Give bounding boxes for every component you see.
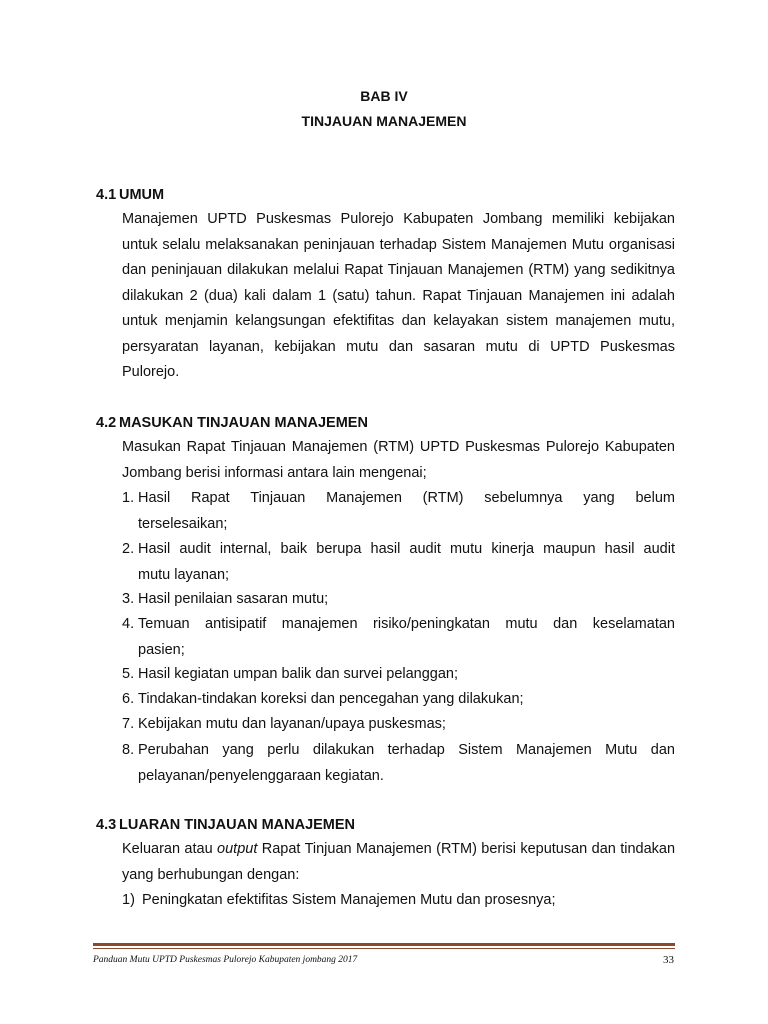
list-item [122,888,675,914]
list-item [122,537,675,588]
chapter-title: TINJAUAN MANAJEMEN [301,113,467,129]
paragraph-emphasis: output [217,841,258,857]
list-number: 1. [122,490,135,506]
list-number: 7. [122,716,135,732]
list-text: Hasil penilaian sasaran mutu; [138,591,329,607]
section-title: LUARAN TINJAUAN MANAJEMEN [119,817,356,833]
list-number: 5. [122,666,135,682]
list-text-cont: pasien; [138,641,185,658]
list-item [122,662,675,688]
list-text: Perubahan yang perlu dilakukan terhadap Sistem Manajemen Mutu dan [138,742,675,758]
list-item [122,687,675,713]
list-text: Temuan antisipatif manajemen risiko/peningkatan mutu dan keselamatan [138,616,675,632]
list-text: Tindakan-tindakan koreksi dan pencegahan yang dilakukan; [138,691,524,707]
section-heading-umum [96,187,164,203]
section-paragraph: Manajemen UPTD Puskesmas Pulorejo Kabupaten Jombang memiliki kebijakan untuk selalu melaksanakan peninjauan terhadap Sistem Manajemen Mutu organisasi dan peninjauan dilakukan melalui Rapat Tinjauan Manajemen (RTM) yang sedikitnya dilakukan 2 (dua) kali dalam 1 (satu) tahun. Rapat Tinjauan Manajemen ini adalah untuk menjamin kelangsungan efektifitas dan kelayakan sistem manajemen mutu, persyaratan layanan, kebijakan mutu dan sasaran mutu di UPTD Puskesmas Pulorejo. [122,211,675,380]
section-paragraph: Masukan Rapat Tinjauan Manajemen (RTM) UPTD Puskesmas Pulorejo Kabupaten Jombang berisi informasi antara lain mengenai; [122,439,675,481]
list-text: Hasil audit internal, baik berupa hasil audit mutu kinerja maupun hasil audit [138,541,675,557]
footer-rule [93,943,675,946]
section-title: UMUM [119,187,165,203]
list-text: Hasil kegiatan umpan balik dan survei pelanggan; [138,666,459,682]
paragraph-text: Rapat Tinjuan Manajemen (RTM) berisi keputusan dan tindakan yang berhubungan dengan: [122,841,676,883]
footer-rule-thin [93,948,675,949]
list-number: 4. [122,616,135,632]
list-text-cont: mutu layanan; [138,566,230,583]
list-number: 1) [122,892,135,908]
chapter-number: BAB IV [360,88,408,104]
section-number: 4.2 [96,415,117,431]
list-item [122,712,675,738]
section-number: 4.3 [96,817,117,833]
section-heading-luaran [96,817,355,833]
list-item [122,587,675,613]
section-paragraph [122,837,675,888]
list-number: 6. [122,691,135,707]
section-number: 4.1 [96,187,117,203]
list-text: Hasil Rapat Tinjauan Manajemen (RTM) sebelumnya yang belum [138,490,675,506]
paragraph-text: Keluaran atau [122,841,213,857]
list-number: 8. [122,742,135,758]
list-text-cont: pelayanan/penyelenggaraan kegiatan. [138,767,384,784]
list-text-cont: terselesaikan; [138,515,228,532]
section-heading-masukan [96,415,368,431]
list-text: Peningkatan efektifitas Sistem Manajemen Mutu dan prosesnya; [142,892,556,908]
list-item [122,486,675,537]
list-number: 2. [122,541,135,557]
list-text: Kebijakan mutu dan layanan/upaya puskesmas; [138,716,446,732]
section-title: MASUKAN TINJAUAN MANAJEMEN [119,415,368,431]
list-item [122,738,675,789]
page-number: 33 [663,954,674,966]
list-item [122,612,675,663]
list-number: 3. [122,591,135,607]
footer-title: Panduan Mutu UPTD Puskesmas Pulorejo Kabupaten jombang 2017 [93,955,358,965]
